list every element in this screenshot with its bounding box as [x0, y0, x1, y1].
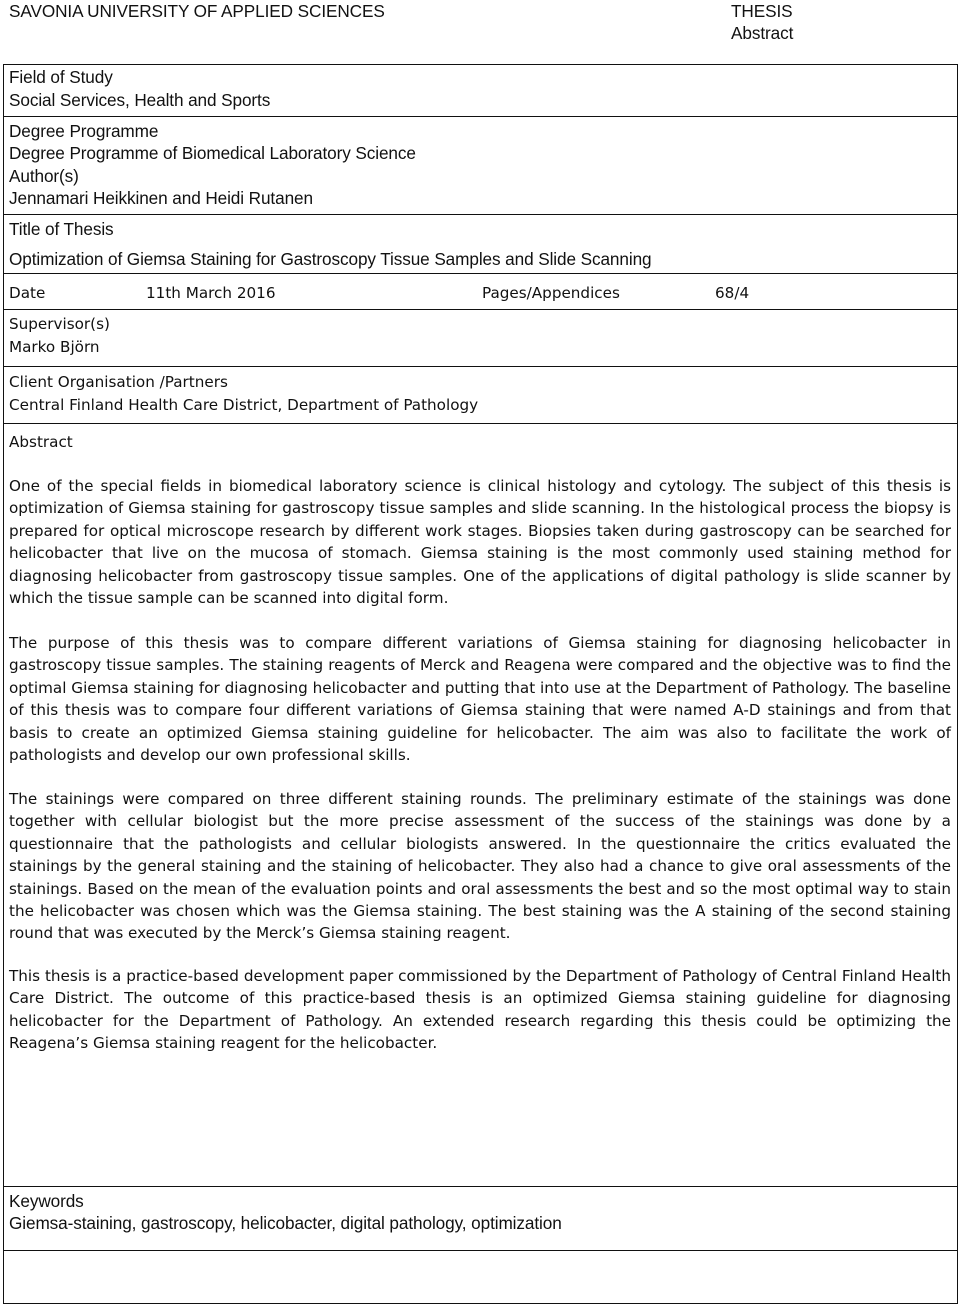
- degree-programme-label: Degree Programme: [9, 121, 159, 141]
- divider: [3, 273, 958, 274]
- frame-top-line: [3, 64, 958, 65]
- pages-label: Pages/Appendices: [482, 284, 620, 302]
- date-label: Date: [9, 284, 46, 302]
- thesis-title-value: Optimization of Giemsa Staining for Gastroscopy Tissue Samples and Slide Scanning: [9, 249, 652, 269]
- authors-value: Jennamari Heikkinen and Heidi Rutanen: [9, 188, 313, 208]
- supervisor-label: Supervisor(s): [9, 315, 110, 333]
- divider: [3, 1186, 958, 1187]
- abstract-paragraph: One of the special fields in biomedical laboratory science is clinical histology and cytology. The subject of this thesis is optimization of Giemsa staining for gastroscopy tissue samples and slide scanning. In the histological process the biopsy is prepared for optical microscope research by different work stages. Biopsies taken during gastroscopy can be searched for helicobacter that live on the mucosa of stomach. Giemsa staining is the most commonly used staining method for diagnosing helicobacter from gastroscopy tissue samples. One of the applications of digital pathology is slide scanner by which the tissue sample can be scanned into digital form.: [9, 477, 951, 608]
- degree-programme-value: Degree Programme of Biomedical Laboratory Science: [9, 143, 416, 163]
- frame-left-line: [3, 64, 4, 1304]
- divider: [3, 366, 958, 367]
- document-subtype: Abstract: [731, 23, 794, 43]
- document-type: THESIS: [731, 1, 793, 21]
- authors-label: Author(s): [9, 166, 79, 186]
- keywords-value: Giemsa-staining, gastroscopy, helicobacter, digital pathology, optimization: [9, 1213, 562, 1233]
- frame-bottom-line: [3, 1303, 958, 1304]
- abstract-label: Abstract: [9, 433, 73, 451]
- divider: [3, 1250, 958, 1251]
- thesis-title-label: Title of Thesis: [9, 219, 114, 239]
- keywords-label: Keywords: [9, 1191, 84, 1211]
- divider: [3, 214, 958, 215]
- abstract-paragraph: The stainings were compared on three different staining rounds. The preliminary estimate of the stainings was done together with cellular biologist but the more precise assessment of the success of the stainings was done by a questionnaire that the pathologists and cellular biologists answered. In the questionnaire the critics evaluated the stainings by the general staining and the staining of helicobacter. They also had a chance to give oral assessments of the stainings. Based on the mean of the evaluation points and oral assessments the best and so the most optimal way to stain the helicobacter was chosen which was the Giemsa staining. The best staining was the A staining of the second staining round that was executed by the Merck’s Giemsa staining reagent.: [9, 790, 951, 943]
- date-value: 11th March 2016: [146, 284, 276, 302]
- client-value: Central Finland Health Care District, Department of Pathology: [9, 396, 479, 414]
- institution-name: SAVONIA UNIVERSITY OF APPLIED SCIENCES: [9, 1, 385, 21]
- pages-value: 68/4: [715, 284, 750, 302]
- abstract-paragraph: This thesis is a practice-based development paper commissioned by the Department of Pathology of Central Finland Health Care District. The outcome of this practice-based thesis is an optimized Giemsa staining guideline for diagnosing helicobacter for the Department of Pathology. An extended research regarding this thesis could be optimizing the Reagena’s Giemsa staining reagent for the helicobacter.: [9, 967, 951, 1053]
- divider: [3, 423, 958, 424]
- abstract-paragraph: The purpose of this thesis was to compare different variations of Giemsa staining for diagnosing helicobacter in gastroscopy tissue samples. The staining reagents of Merck and Reagena were compared and the objective was to find the optimal Giemsa staining for diagnosing helicobacter and putting that into use at the Department of Pathology. The baseline of this thesis was to compare four different variations of Giemsa staining that were named A-D stainings and from that basis to create an optimized Giemsa staining guideline for helicobacter. The aim was also to facilitate the work of pathologists and develop our own professional skills.: [9, 634, 951, 765]
- field-of-study-label: Field of Study: [9, 67, 113, 87]
- field-of-study-value: Social Services, Health and Sports: [9, 90, 271, 110]
- supervisor-value: Marko Björn: [9, 338, 100, 356]
- divider: [3, 309, 958, 310]
- frame-right-line: [957, 64, 958, 1304]
- divider: [3, 116, 958, 117]
- client-label: Client Organisation /Partners: [9, 373, 228, 391]
